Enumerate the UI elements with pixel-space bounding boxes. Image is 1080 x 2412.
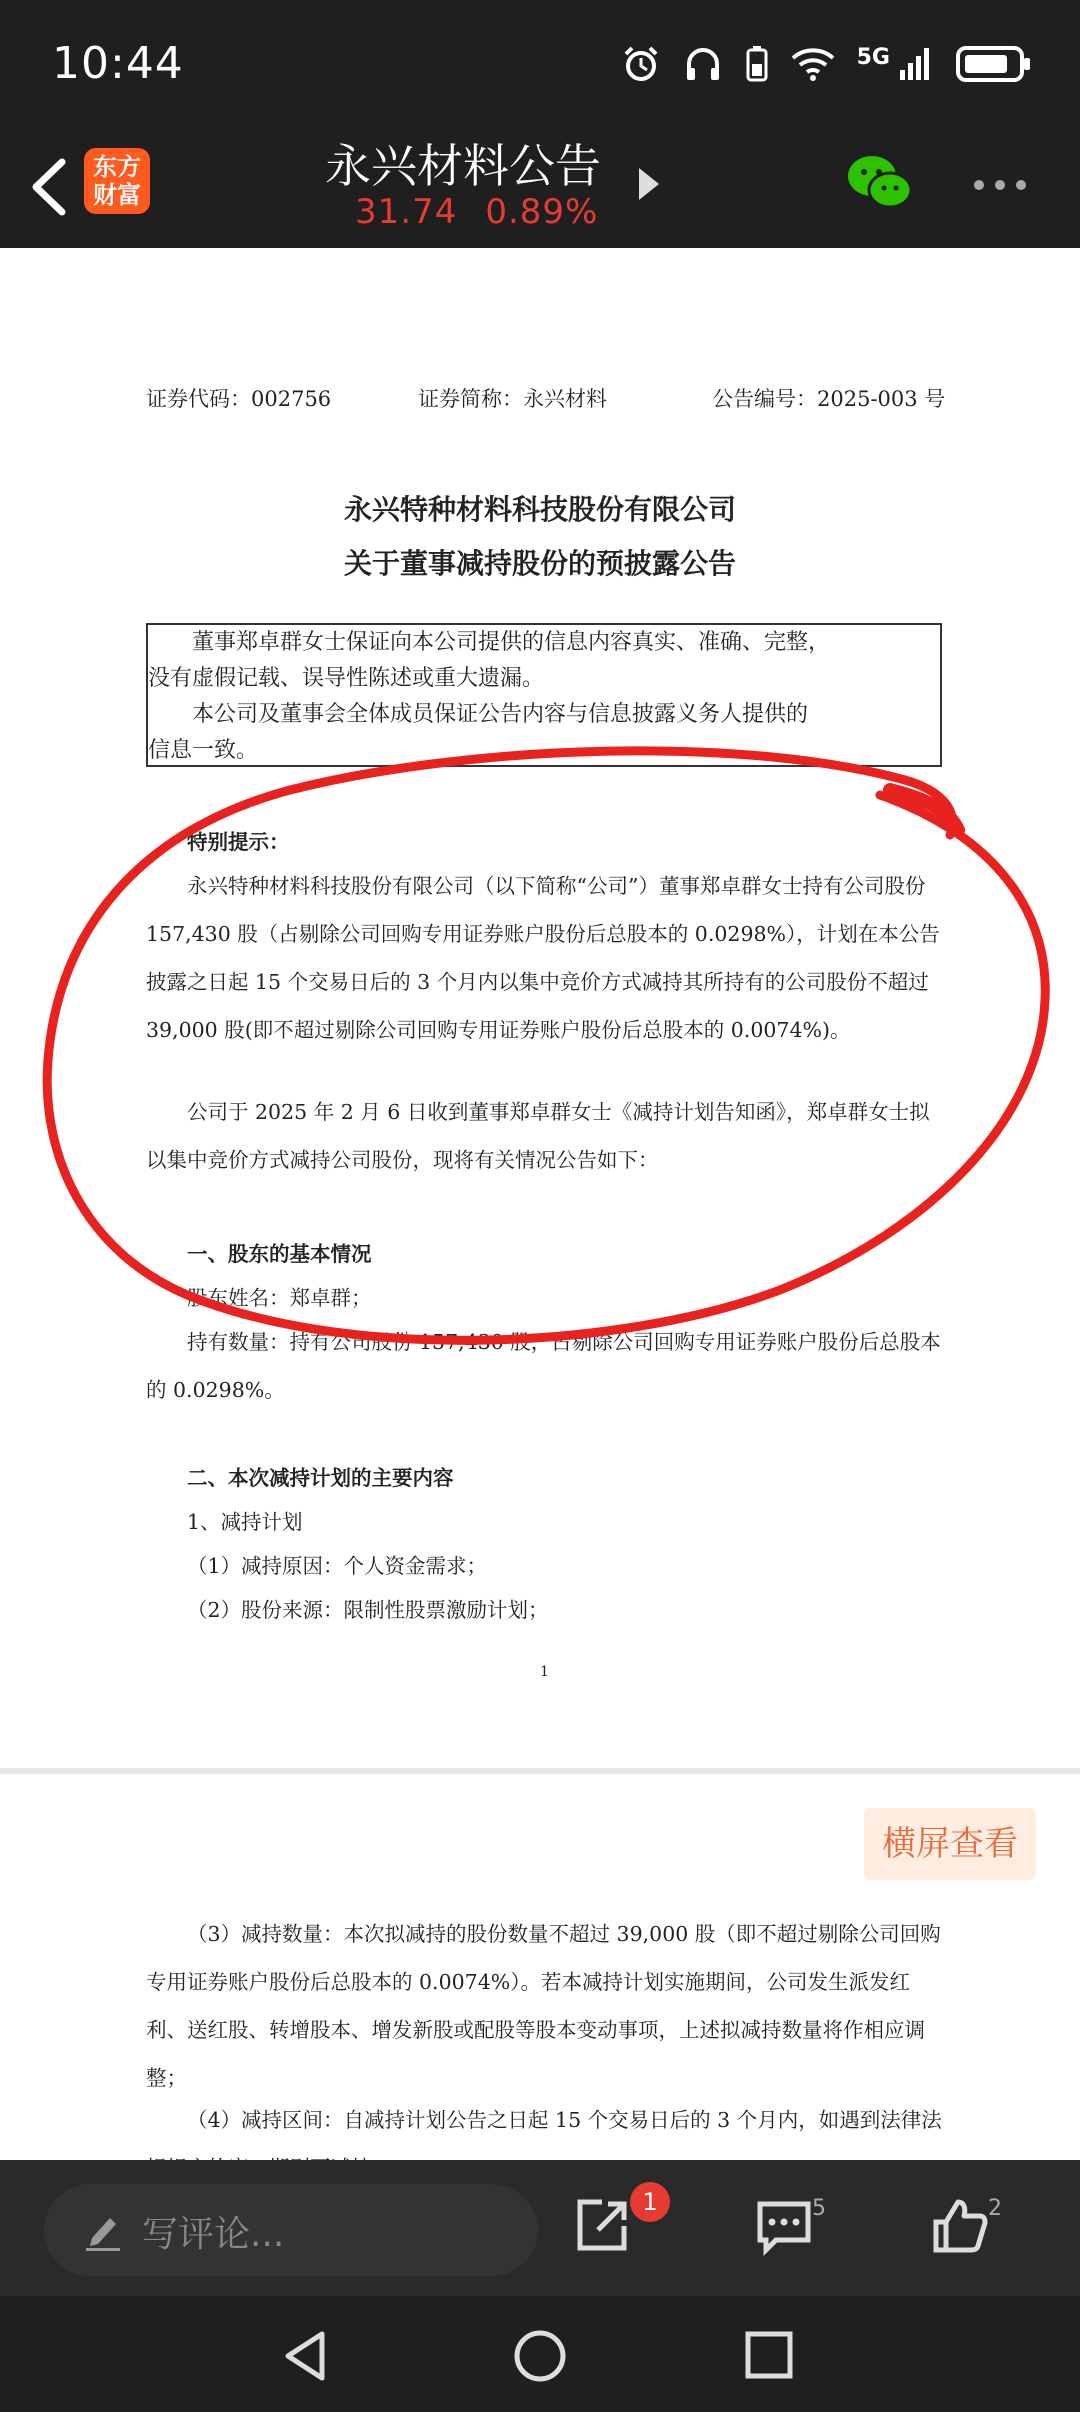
battery-icon (956, 44, 1032, 84)
company-title: 永兴特种材料科技股份有限公司 (343, 493, 736, 526)
play-triangle-icon[interactable] (637, 166, 661, 202)
tip-heading: 特别提示： (187, 830, 290, 854)
more-icon[interactable] (972, 178, 1028, 192)
comment-input[interactable] (44, 2184, 538, 2276)
status-bar (0, 0, 1080, 130)
tip-paragraph: 永兴特种材料科技股份有限公司（以下简称“公司”）董事郑卓群女士持有公司股份 157,430 股（占剔除公司回购专用证券账户股份后总股本的 0.0298%），计划在本公告披露之日起 15 个交易日后的 3 个月内以集中竞价方式减持其所持有的公司股份不超过 39,000 股(即不超过剔除公司回购专用证券账户股份后总股本的 0.0074%)。 (146, 874, 940, 1042)
holding-info: 持有数量：持有公司股份 157,430 股，占剔除公司回购专用证券账户股份后总股本的 0.0298%。 (146, 1330, 941, 1402)
alarm-icon (621, 44, 661, 84)
stock-quote (355, 192, 626, 232)
security-short-name: 证券简称：永兴材料 (418, 387, 607, 411)
nav-home-icon[interactable] (512, 2328, 568, 2384)
app-logo[interactable]: 东方财富 (84, 148, 150, 214)
share-badge: 1 (630, 2182, 670, 2222)
status-time: 10:44 (52, 38, 184, 89)
wifi-icon (791, 46, 835, 82)
stock-price: 31.74 (355, 192, 458, 232)
nav-back-icon[interactable] (282, 2330, 328, 2382)
signal-icon (898, 46, 934, 82)
announcement-number: 公告编号：2025-003 号 (712, 387, 946, 411)
announcement-document[interactable] (0, 248, 1080, 1770)
comments-icon[interactable] (754, 2196, 814, 2256)
like-thumb-icon[interactable] (930, 2196, 990, 2256)
section-heading: 一、股东的基本情况 (187, 1242, 372, 1266)
bottom-action-bar (0, 2160, 1080, 2296)
headphones-icon (683, 44, 723, 84)
landscape-view-button[interactable]: 横屏查看 (864, 1808, 1036, 1880)
like-count: 2 (988, 2196, 1002, 2221)
comment-count: 5 (812, 2196, 826, 2221)
plan-reason: （1）减持原因：个人资金需求； (187, 1554, 488, 1578)
plan-quantity: （3）减持数量：本次拟减持的股份数量不超过 39,000 股（即不超过剔除公司回购专用证券账户股份后总股本的 0.0074%）。若本减持计划实施期间，公司发生派发红利、送红股、转增股本、增发新股或配股等股本变动事项，上述拟减持数量将作相应调整； (146, 1922, 941, 2090)
assurance-line: 信息一致。 (148, 738, 259, 763)
wechat-share-icon[interactable] (846, 152, 912, 212)
back-arrow-icon[interactable] (22, 152, 86, 222)
holder-name: 股东姓名：郑卓群； (187, 1286, 372, 1310)
network-type: 5G (856, 44, 890, 70)
announcement-title: 关于董事减持股份的预披露公告 (343, 547, 736, 580)
security-code: 证券代码：002756 (146, 387, 332, 411)
stock-change: 0.89% (485, 192, 599, 232)
assurance-line: 本公司及董事会全体成员保证公告内容与信息披露义务人提供的 (192, 702, 809, 727)
tip-paragraph: 公司于 2025 年 2 月 6 日收到董事郑卓群女士《减持计划告知函》，郑卓群女士拟以集中竞价方式减持公司股份，现将有关情况公告如下： (146, 1100, 930, 1172)
section-heading: 二、本次减持计划的主要内容 (187, 1466, 454, 1490)
comment-placeholder: 写评论... (142, 2214, 285, 2255)
share-icon[interactable] (572, 2196, 632, 2256)
assurance-box (146, 623, 942, 767)
phone-battery-icon (745, 44, 769, 84)
pen-icon (84, 2208, 124, 2252)
app-header (0, 130, 1080, 248)
page-title: 永兴材料公告 (325, 139, 601, 193)
plan-source: （2）股份来源：限制性股票激励计划； (187, 1598, 549, 1622)
system-nav-bar (0, 2296, 1080, 2412)
nav-recents-icon[interactable] (744, 2330, 794, 2380)
assurance-line: 董事郑卓群女士保证向本公司提供的信息内容真实、准确、完整， (192, 630, 831, 655)
status-icons (621, 44, 1032, 84)
plan-heading: 1、减持计划 (187, 1510, 303, 1534)
plan-range: （4）减持区间：自减持计划公告之日起 15 个交易日后的 3 个月内，如遇到法律法 (187, 2108, 942, 2132)
assurance-line: 没有虚假记载、误导性陈述或重大遗漏。 (148, 666, 545, 691)
page-number: 1 (540, 1664, 549, 1680)
